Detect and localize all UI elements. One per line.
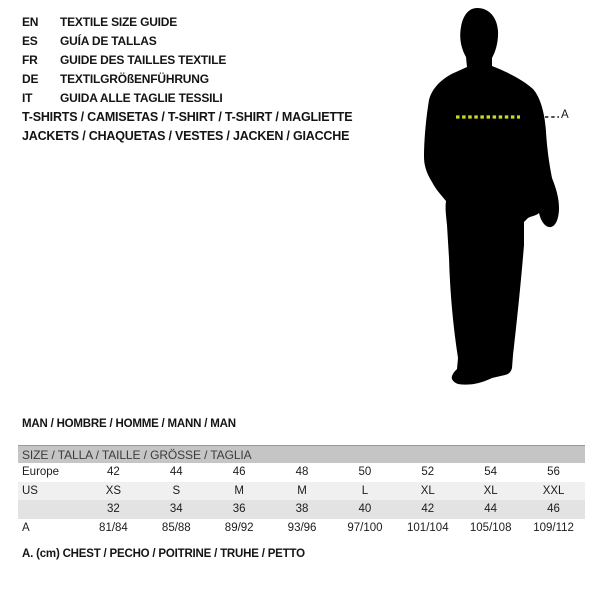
size-cell: 40 bbox=[334, 500, 397, 519]
size-cell: 36 bbox=[208, 500, 271, 519]
man-figure bbox=[400, 0, 600, 400]
size-cell: S bbox=[145, 482, 208, 501]
size-cell: 32 bbox=[82, 500, 145, 519]
size-cell: 34 bbox=[145, 500, 208, 519]
language-code: EN bbox=[22, 15, 39, 29]
size-cell: 46 bbox=[232, 466, 246, 479]
measurement-footnote: A. (cm) CHEST / PECHO / POITRINE / TRUHE / PETTO bbox=[22, 548, 305, 560]
language-label: GUÍA DE TALLAS bbox=[60, 34, 157, 48]
language-label: TEXTILGRÖßENFÜHRUNG bbox=[60, 72, 209, 86]
size-cell: 56 bbox=[547, 466, 560, 479]
language-code: FR bbox=[22, 53, 38, 67]
language-list bbox=[22, 13, 226, 108]
size-cell: M bbox=[271, 482, 334, 501]
size-cell: XS bbox=[82, 482, 145, 501]
size-cell: 54 bbox=[484, 466, 498, 479]
row-label bbox=[18, 500, 82, 519]
row-label: Europe bbox=[22, 466, 60, 479]
man-silhouette bbox=[424, 8, 559, 385]
language-row-fr bbox=[22, 51, 226, 70]
language-row-de bbox=[22, 70, 226, 89]
size-cell: XXL bbox=[522, 482, 585, 501]
category-jackets: JACKETS / CHAQUETAS / VESTES / JACKEN / GIACCHE bbox=[22, 129, 350, 143]
chest-marker-label: A bbox=[561, 109, 569, 121]
table-row-us bbox=[18, 482, 585, 501]
size-cell: XL bbox=[396, 482, 459, 501]
size-cell: 44 bbox=[169, 466, 183, 479]
language-code: IT bbox=[22, 91, 33, 105]
size-cell: 97/100 bbox=[347, 521, 383, 534]
size-cell: 38 bbox=[271, 500, 334, 519]
table-row-europe bbox=[18, 463, 585, 482]
size-cell: 50 bbox=[358, 466, 372, 479]
table-row-numeric bbox=[18, 500, 585, 519]
size-cell: 89/92 bbox=[224, 521, 254, 534]
size-cell: 46 bbox=[522, 500, 585, 519]
size-cell: 105/108 bbox=[469, 521, 512, 534]
size-table-header: SIZE / TALLA / TAILLE / GRÖSSE / TAGLIA bbox=[18, 446, 585, 464]
language-code: ES bbox=[22, 34, 38, 48]
size-cell: L bbox=[334, 482, 397, 501]
category-lines bbox=[22, 108, 352, 146]
size-cell: 44 bbox=[459, 500, 522, 519]
language-code: DE bbox=[22, 72, 39, 86]
size-cell: 85/88 bbox=[161, 521, 191, 534]
size-cell: M bbox=[208, 482, 271, 501]
size-table bbox=[18, 445, 585, 537]
size-cell: XL bbox=[459, 482, 522, 501]
language-label: GUIDE DES TAILLES TEXTILE bbox=[60, 53, 227, 67]
language-row-it bbox=[22, 89, 226, 108]
size-cell: 52 bbox=[421, 466, 435, 479]
table-row-chest-a bbox=[18, 519, 585, 538]
size-cell: 101/104 bbox=[407, 521, 449, 534]
section-title: MAN / HOMBRE / HOMME / MANN / MAN bbox=[22, 418, 236, 430]
size-cell: 48 bbox=[295, 466, 309, 479]
size-cell: 42 bbox=[107, 466, 120, 479]
language-row-es bbox=[22, 32, 226, 51]
man-silhouette-svg bbox=[400, 0, 600, 400]
size-cell: 42 bbox=[396, 500, 459, 519]
row-label: US bbox=[18, 482, 82, 501]
size-cell: 109/112 bbox=[533, 521, 574, 534]
language-row-en bbox=[22, 13, 226, 32]
size-cell: 81/84 bbox=[99, 521, 128, 534]
row-label: A bbox=[22, 521, 30, 534]
language-label: TEXTILE SIZE GUIDE bbox=[60, 15, 178, 29]
size-table-header-row bbox=[18, 446, 585, 464]
language-label: GUIDA ALLE TAGLIE TESSILI bbox=[60, 91, 223, 105]
category-tshirts: T-SHIRTS / CAMISETAS / T-SHIRT / T-SHIRT / MAGLIETTE bbox=[22, 110, 353, 124]
size-cell: 93/96 bbox=[287, 521, 317, 534]
